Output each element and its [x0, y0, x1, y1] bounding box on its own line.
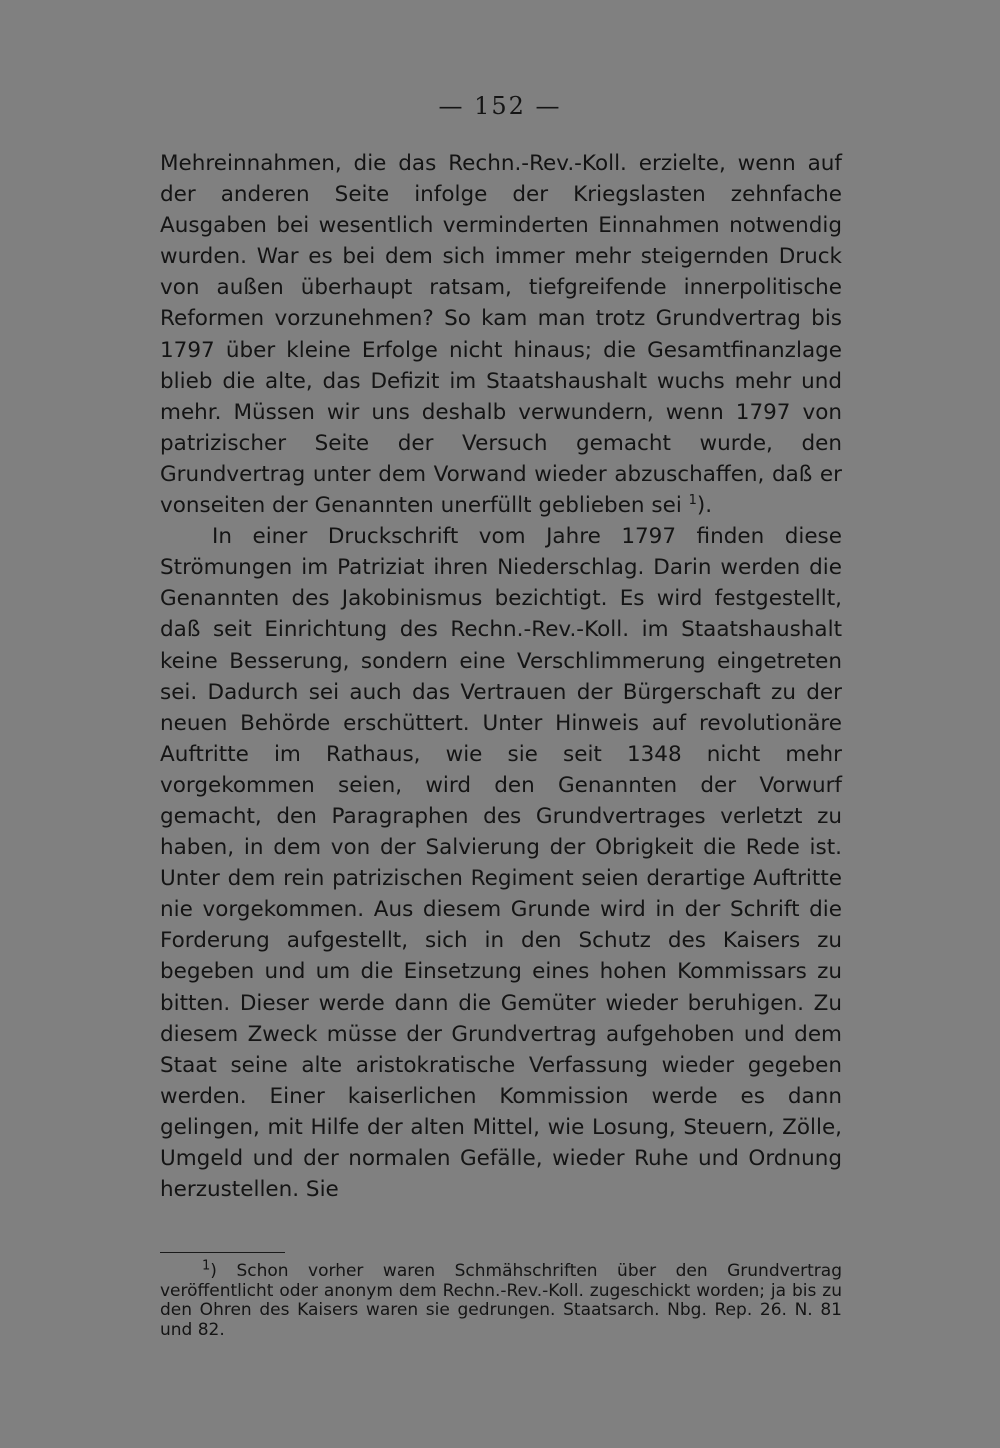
footnote-marker-tail: )	[210, 1261, 217, 1281]
footnote-separator	[160, 1252, 285, 1253]
main-text	[160, 148, 842, 1205]
footnote	[160, 1258, 842, 1340]
paragraph-2	[160, 521, 842, 1205]
paragraph-1-tail: ).	[696, 493, 713, 519]
paragraph-1	[160, 148, 842, 521]
footnote-text: Schon vorher waren Schmähschriften über den Grundvertrag veröffentlicht oder anonym dem Rechn.-Rev.-Koll. zugeschickt worden; ja bis zu den Ohren des Kaisers waren sie gedrungen. Staatsarch. Nbg. Rep. 26. N. 81 und 82.	[160, 1261, 842, 1340]
paragraph-2-text: In einer Druckschrift vom Jahre 1797 finden diese Strömungen im Patriziat ihren Niederschlag. Darin werden die Genannten des Jakobinismus bezichtigt. Es wird festgestellt, daß seit Einrichtung des Rechn.-Rev.-Koll. im Staatshaushalt keine Besserung, sondern eine Verschlimmerung eingetreten sei. Dadurch sei auch das Vertrauen der Bürgerschaft zu der neuen Behörde erschüttert. Unter Hinweis auf revolutionäre Auftritte im Rathaus, wie sie seit 1348 nicht mehr vorgekommen seien, wird den Genannten der Vorwurf gemacht, den Paragraphen des Grundvertrages verletzt zu haben, in dem von der Salvierung der Obrigkeit die Rede ist. Unter dem rein patrizischen Regiment seien derartige Auftritte nie vorgekommen. Aus diesem Grunde wird in der Schrift die Forderung aufgestellt, sich in den Schutz des Kaisers zu begeben und um die Einsetzung eines hohen Kommissars zu bitten. Dieser werde dann die Gemüter wieder beruhigen. Zu diesem Zweck müsse der Grundvertrag aufgehoben und dem Staat seine alte aristokratische Verfassung wieder gegeben werden. Einer kaiserlichen Kommission werde es dann gelingen, mit Hilfe der alten Mittel, wie Losung, Steuern, Zölle, Umgeld und der normalen Gefälle, wieder Ruhe und Ordnung herzustellen. Sie	[160, 524, 842, 1203]
footnote-marker: 1	[202, 1258, 211, 1274]
footnote-reference: 1	[688, 492, 697, 508]
page-number: — 152 —	[438, 92, 562, 120]
paragraph-1-text: Mehreinnahmen, die das Rechn.-Rev.-Koll. erzielte, wenn auf der anderen Seite infolge der Kriegslasten zehnfache Ausgaben bei wesentlich verminderten Einnahmen notwendig wurden. War es bei dem sich immer mehr steigernden Druck von außen überhaupt ratsam, tiefgreifende innerpolitische Reformen vorzunehmen? So kam man trotz Grundvertrag bis 1797 über kleine Erfolge nicht hinaus; die Gesamtfinanzlage blieb die alte, das Defizit im Staatshaushalt wuchs mehr und mehr. Müssen wir uns deshalb verwundern, wenn 1797 von patrizischer Seite der Versuch gemacht wurde, den Grundvertrag unter dem Vorwand wieder abzuschaffen, daß er vonseiten der Genannten unerfüllt geblieben sei	[160, 151, 842, 519]
